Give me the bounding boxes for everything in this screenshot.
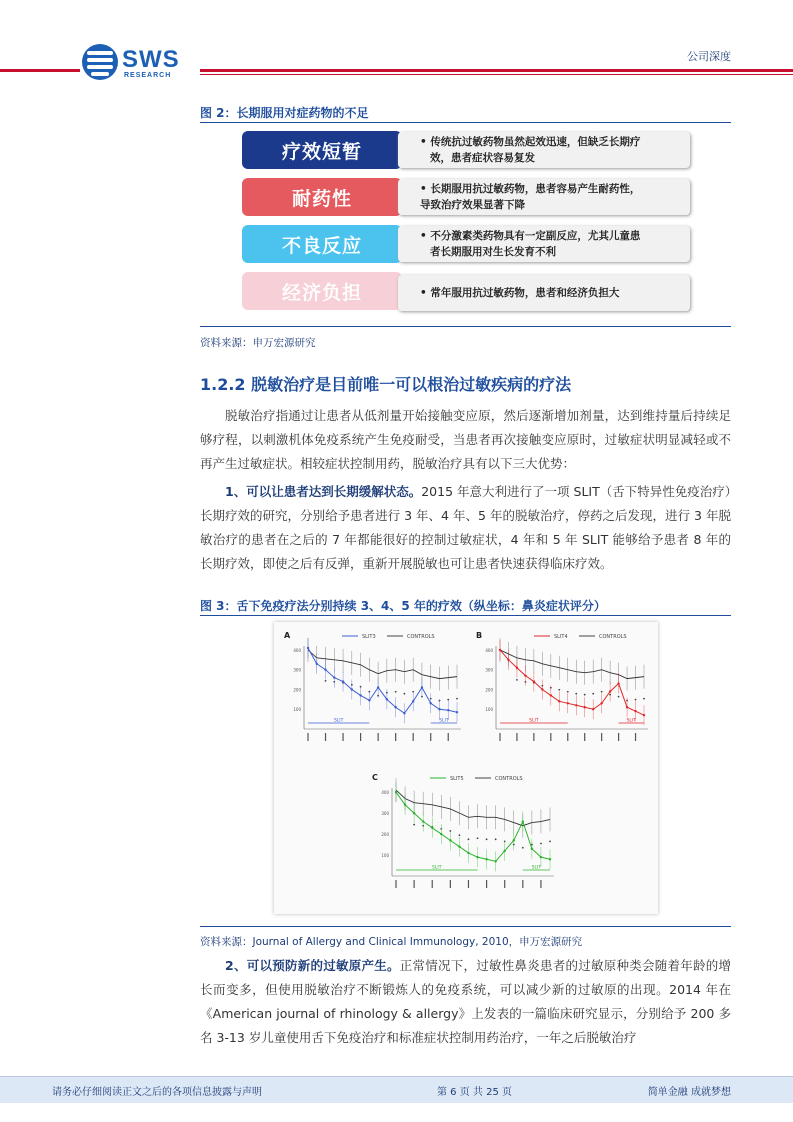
treatment-point <box>458 845 460 847</box>
treatment-point <box>377 686 379 688</box>
treatment-point <box>422 820 424 822</box>
treatment-point <box>540 856 542 858</box>
y-tick-label: 400 <box>381 790 389 796</box>
x-tick-label-mark <box>395 733 396 741</box>
treatment-point <box>359 694 361 696</box>
y-tick-label: 200 <box>381 832 389 838</box>
section-body-2 <box>200 954 731 1050</box>
fig2-desc-line: • 常年服用抗过敏药物，患者和经济负担大 <box>420 287 620 299</box>
significance-marker <box>486 838 488 840</box>
treatment-point <box>404 804 406 806</box>
footer-page-number: 第 6 页 共 25 页 <box>437 1087 512 1098</box>
treatment-point <box>333 676 335 678</box>
fig2-desc-line: 者长期服用对生长发育不利 <box>430 246 556 258</box>
significance-marker <box>395 691 397 693</box>
treatment-point <box>609 690 611 692</box>
significance-marker <box>325 680 327 682</box>
y-tick-label: 100 <box>381 853 389 859</box>
treatment-point <box>524 674 526 676</box>
treatment-point <box>626 706 628 708</box>
x-tick-label-mark <box>584 733 585 741</box>
treatment-point <box>531 848 533 850</box>
treatment-point <box>600 702 602 704</box>
x-tick-label-mark <box>413 733 414 741</box>
treatment-point <box>307 647 309 649</box>
treatment-point <box>541 688 543 690</box>
treatment-point <box>567 702 569 704</box>
treatment-point <box>412 700 414 702</box>
report-type-tag: 公司深度 <box>687 50 731 63</box>
point1-title: 1、可以让患者达到长期缓解状态。 <box>225 484 422 499</box>
fig2-desc-line: 效，患者症状容易复发 <box>430 152 535 164</box>
control-series-line <box>396 790 550 826</box>
x-tick-label-mark <box>468 880 469 888</box>
treatment-point <box>643 714 645 716</box>
significance-marker <box>567 691 569 693</box>
treatment-point <box>440 833 442 835</box>
slit-period-label: SLIT <box>333 718 344 724</box>
sws-logo <box>82 44 182 82</box>
fig2-desc-line: • 传统抗过敏药物虽然起效迅速，但缺乏长期疗 <box>420 136 641 148</box>
legend-series-label: SLIT4 <box>554 634 568 640</box>
legend-control-label: CONTROLS <box>407 634 435 640</box>
treatment-series-line <box>396 792 550 861</box>
treatment-point <box>394 706 396 708</box>
treatment-point <box>533 680 535 682</box>
x-tick-label-mark <box>342 733 343 741</box>
legend-control-label: CONTROLS <box>495 776 523 782</box>
header-rule-right-thin <box>200 74 793 75</box>
treatment-point <box>447 709 449 711</box>
paragraph-point2 <box>200 954 731 1050</box>
paragraph-intro: 脱敏治疗指通过让患者从低剂量开始接触变应原，然后逐渐增加剂量，达到维持量后持续足够疗程，以刺激机体免疫系统产生免疫耐受，当患者再次接触变应原时，过敏症状明显减轻或不再产生过敏症状。相较症状控制用药，脱敏治疗具有以下三大优势： <box>200 408 731 471</box>
treatment-point <box>485 858 487 860</box>
figure2-title: 图 2：长期服用对症药物的不足 <box>200 106 369 120</box>
treatment-point <box>550 694 552 696</box>
treatment-point <box>507 659 509 661</box>
significance-marker <box>456 698 458 700</box>
significance-marker <box>495 838 497 840</box>
treatment-series-line <box>500 650 644 715</box>
treatment-point <box>584 706 586 708</box>
point2-title: 2、可以预防新的过敏原产生。 <box>225 958 400 973</box>
control-series-line <box>500 650 644 679</box>
treatment-point <box>430 702 432 704</box>
significance-marker <box>592 693 594 695</box>
figure2-top-rule <box>200 122 731 123</box>
treatment-point <box>351 688 353 690</box>
treatment-point <box>516 667 518 669</box>
treatment-point <box>324 669 326 671</box>
x-tick-label-mark <box>307 733 308 741</box>
y-tick-label: 100 <box>485 707 493 713</box>
fig2-desc-economic-burden <box>398 275 690 311</box>
treatment-point <box>368 699 370 701</box>
treatment-point <box>316 663 318 665</box>
header-rule-right <box>200 69 793 72</box>
x-tick-label-mark <box>325 733 326 741</box>
fig2-desc-line: • 长期服用抗过敏药物，患者容易产生耐药性， <box>420 183 641 195</box>
logo-text: SWS <box>122 46 180 73</box>
treatment-point <box>513 839 515 841</box>
treatment-point <box>449 839 451 841</box>
y-tick-label: 300 <box>485 667 493 673</box>
x-tick-label-mark <box>414 880 415 888</box>
header-rule-left <box>0 69 80 72</box>
treatment-point <box>499 649 501 651</box>
significance-marker <box>459 834 461 836</box>
significance-marker <box>468 838 470 840</box>
x-tick-label-mark <box>618 733 619 741</box>
fig2-desc-line: • 不分激素类药物具有一定副反应，尤其儿童患 <box>420 230 641 242</box>
treatment-point <box>431 827 433 829</box>
x-tick-label-mark <box>522 880 523 888</box>
y-tick-label: 100 <box>293 707 301 713</box>
treatment-point <box>421 686 423 688</box>
fig2-desc-short-efficacy <box>398 132 690 168</box>
treatment-point <box>558 700 560 702</box>
panel-letter: A <box>284 631 291 640</box>
fig2-desc-line: 导致治疗效果显著下降 <box>420 199 525 211</box>
x-tick-label-mark <box>499 733 500 741</box>
figure3-chart-image <box>274 622 658 914</box>
significance-marker <box>413 824 415 826</box>
treatment-point <box>456 711 458 713</box>
legend-series-label: SLIT5 <box>450 776 464 782</box>
treatment-point <box>438 708 440 710</box>
x-tick-label-mark <box>395 880 396 888</box>
fig2-desc-adverse-reaction <box>398 226 690 262</box>
x-tick-label-mark <box>540 880 541 888</box>
x-tick-label-mark <box>430 733 431 741</box>
y-tick-label: 200 <box>293 687 301 693</box>
figure2-source: 资料来源：申万宏源研究 <box>200 337 316 349</box>
treatment-series-line <box>308 648 457 713</box>
x-tick-label-mark <box>450 880 451 888</box>
x-tick-label-mark <box>601 733 602 741</box>
slit-period-label: SLIT <box>531 865 542 871</box>
x-tick-label-mark <box>567 733 568 741</box>
x-tick-label-mark <box>504 880 505 888</box>
significance-marker <box>575 693 577 695</box>
fig2-label-short-efficacy: 疗效短暂 <box>242 131 402 169</box>
treatment-point <box>386 698 388 700</box>
fig2-label-adverse-reaction: 不良反应 <box>242 225 402 263</box>
significance-marker <box>643 698 645 700</box>
logo-subtext: RESEARCH <box>124 72 172 79</box>
x-tick-label-mark <box>378 733 379 741</box>
legend-series-label: SLIT3 <box>362 634 376 640</box>
x-tick-label-mark <box>635 733 636 741</box>
y-tick-label: 200 <box>485 687 493 693</box>
significance-marker <box>516 679 518 681</box>
y-tick-label: 400 <box>293 647 301 653</box>
slit-period-label: SLIT <box>626 718 637 724</box>
treatment-point <box>476 856 478 858</box>
slit-period-label: SLIT <box>439 718 449 724</box>
significance-marker <box>540 843 542 845</box>
treatment-point <box>634 710 636 712</box>
significance-marker <box>601 691 603 693</box>
treatment-point <box>522 820 524 822</box>
slit-period-label: SLIT <box>432 865 442 871</box>
fig2-label-economic-burden: 经济负担 <box>242 272 402 310</box>
figure2-bottom-rule <box>200 326 731 327</box>
significance-marker <box>404 693 406 695</box>
figure3-chart <box>274 622 658 914</box>
treatment-point <box>575 704 577 706</box>
significance-marker <box>618 696 620 698</box>
figure3-top-rule <box>200 615 731 616</box>
x-tick-label-mark <box>516 733 517 741</box>
treatment-point <box>549 858 551 860</box>
figure3-source: 资料来源：Journal of Allergy and Clinical Immunology, 2010，申万宏源研究 <box>200 936 583 948</box>
logo-mark-icon <box>82 44 118 80</box>
y-tick-label: 300 <box>381 811 389 817</box>
treatment-point <box>403 712 405 714</box>
x-tick-label-mark <box>360 733 361 741</box>
treatment-point <box>342 680 344 682</box>
point1-text: 2015 年意大利进行了一项 SLIT（舌下特异性免疫治疗）长期疗效的研究，分别给予患者进行 3 年、4 年、5 年的脱敏治疗，停药之后发现，进行 3 年脱敏治疗的患者在之后的 7 年都能很好的控制过敏症状，4 年和 5 年 SLIT 能够给予患者 8 年的长期疗效，即使之后有反弹，重新开展脱敏也可让患者快速获得临床疗效。 <box>200 484 732 571</box>
figure3-title: 图 3：舌下免疫疗法分别持续 3、4、5 年的疗效（纵坐标：鼻炎症状评分） <box>200 599 606 613</box>
significance-marker <box>635 699 637 701</box>
y-tick-label: 300 <box>293 667 301 673</box>
treatment-point <box>592 708 594 710</box>
significance-marker <box>549 841 551 843</box>
x-tick-label-mark <box>432 880 433 888</box>
x-tick-label-mark <box>486 880 487 888</box>
significance-marker <box>558 689 560 691</box>
figure3-bottom-rule <box>200 926 731 927</box>
section-heading: 1.2.2 脱敏治疗是目前唯一可以根治过敏疾病的疗法 <box>200 375 572 394</box>
slit-period-label: SLIT <box>529 718 539 724</box>
x-tick-label-mark <box>550 733 551 741</box>
section-body <box>200 404 731 576</box>
significance-marker <box>477 837 479 839</box>
treatment-point <box>395 791 397 793</box>
significance-marker <box>522 847 524 849</box>
panel-letter: C <box>372 773 378 782</box>
footer-slogan: 简单金融 成就梦想 <box>647 1087 731 1098</box>
treatment-point <box>504 850 506 852</box>
treatment-point <box>617 682 619 684</box>
panel-letter: B <box>476 631 483 640</box>
fig2-desc-drug-resistance <box>398 179 690 215</box>
significance-marker <box>584 694 586 696</box>
fig2-label-drug-resistance: 耐药性 <box>242 178 402 216</box>
paragraph-point1 <box>200 480 731 576</box>
y-tick-label: 400 <box>485 647 493 653</box>
x-tick-label-mark <box>448 733 449 741</box>
treatment-point <box>467 852 469 854</box>
legend-control-label: CONTROLS <box>599 634 627 640</box>
treatment-point <box>494 860 496 862</box>
footer-disclaimer: 请务必仔细阅读正文之后的各项信息披露与声明 <box>52 1087 262 1098</box>
point2-text: 正常情况下，过敏性鼻炎患者的过敏原种类会随着年龄的增长而变多，但使用脱敏治疗不断锻炼人的免疫系统，可以减少新的过敏原的出现。2014 年在《American journal of rhinology & allergy》上发表的一篇临床研究显示，分别给予 200 多名 3-13 岁儿童使用舌下免疫治疗和标准症状控制用药治疗，一年之后脱敏治疗 <box>200 958 731 1045</box>
treatment-point <box>413 812 415 814</box>
x-tick-label-mark <box>533 733 534 741</box>
